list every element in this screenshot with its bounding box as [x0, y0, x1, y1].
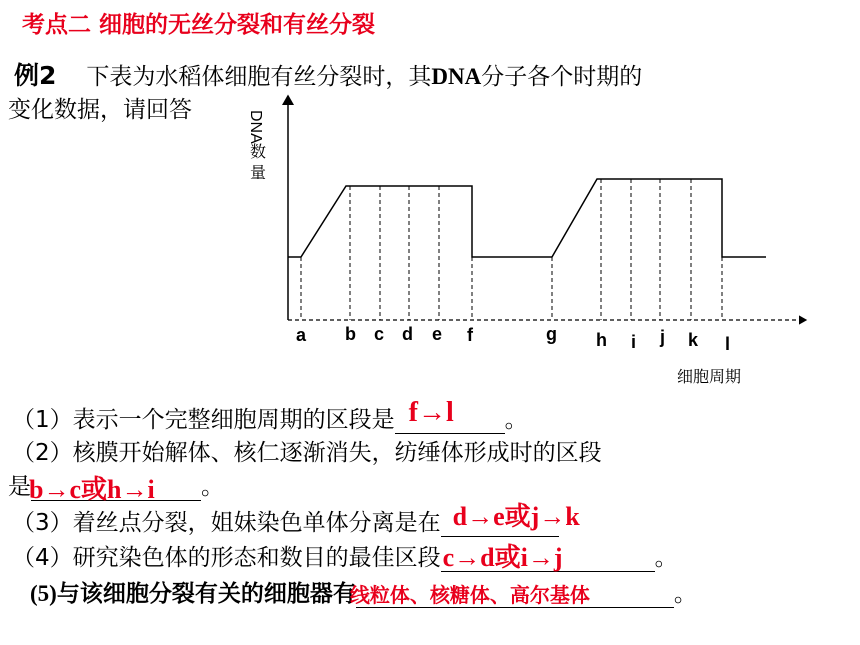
point-label: h: [596, 330, 607, 350]
point-label: l: [725, 334, 731, 354]
answer-5: 线粒体、核糖体、高尔基体: [349, 583, 590, 607]
question-2-line1: （2）核膜开始解体、核仁逐渐消失，纺缍体形成时的区段: [12, 440, 602, 466]
point-label: k: [688, 330, 699, 350]
dna-curve: [288, 179, 766, 257]
answer-3: d→e或j→k: [452, 502, 580, 531]
section-heading: 考点二 细胞的无丝分裂和有丝分裂: [22, 12, 376, 38]
point-label: b: [345, 324, 356, 344]
point-label: g: [546, 324, 557, 344]
question-5: (5)与该细胞分裂有关的细胞器有 线粒体、核糖体、高尔基体 。: [30, 581, 697, 607]
example-intro-line2: 变化数据，请回答: [8, 97, 192, 123]
intro-text-dna: DNA: [431, 64, 482, 89]
answer-blank-4: [441, 543, 655, 572]
answer-1: f→l: [408, 397, 454, 428]
answer-4: c→d或i→j: [442, 543, 563, 572]
point-label: e: [432, 324, 443, 344]
question-4: （4）研究染色体的形态和数目的最佳区段 c→d或i→j 。: [12, 539, 678, 572]
y-axis-label-dna: DNA: [247, 110, 264, 144]
point-labels: [296, 324, 730, 354]
x-axis-label: 细胞周期: [677, 369, 742, 386]
dashed-guides: [301, 179, 722, 320]
question-2-line2: 是 b→c或h→i 。: [8, 468, 224, 501]
answer-2: b→c或h→i: [29, 475, 155, 504]
example-label: 例2: [14, 61, 57, 90]
point-label: i: [631, 332, 637, 352]
answer-blank-2: [29, 475, 201, 504]
intro-text-a: 下表为水稻体细胞有丝分裂时，其: [86, 64, 432, 90]
y-axis-label-cjk2: 量: [250, 165, 267, 182]
point-label: d: [402, 324, 413, 344]
point-label: j: [660, 327, 666, 347]
answer-blank-5: [349, 583, 674, 608]
point-label: f: [467, 325, 473, 345]
point-label: c: [374, 324, 385, 344]
answer-blank-1: [395, 397, 505, 434]
y-axis-label-cjk1: 数: [250, 144, 267, 161]
answer-blank-3: [441, 502, 580, 537]
point-label: a: [296, 325, 307, 345]
question-1: （1）表示一个完整细胞周期的区段是 f→l 。: [12, 397, 528, 433]
question-1-text: （1）表示一个完整细胞周期的区段是: [12, 407, 395, 433]
question-3: （3）着丝点分裂，姐妹染色单体分离是在 d→e或j→k: [12, 504, 559, 537]
intro-text-b: 分子各个时期的: [481, 64, 643, 90]
